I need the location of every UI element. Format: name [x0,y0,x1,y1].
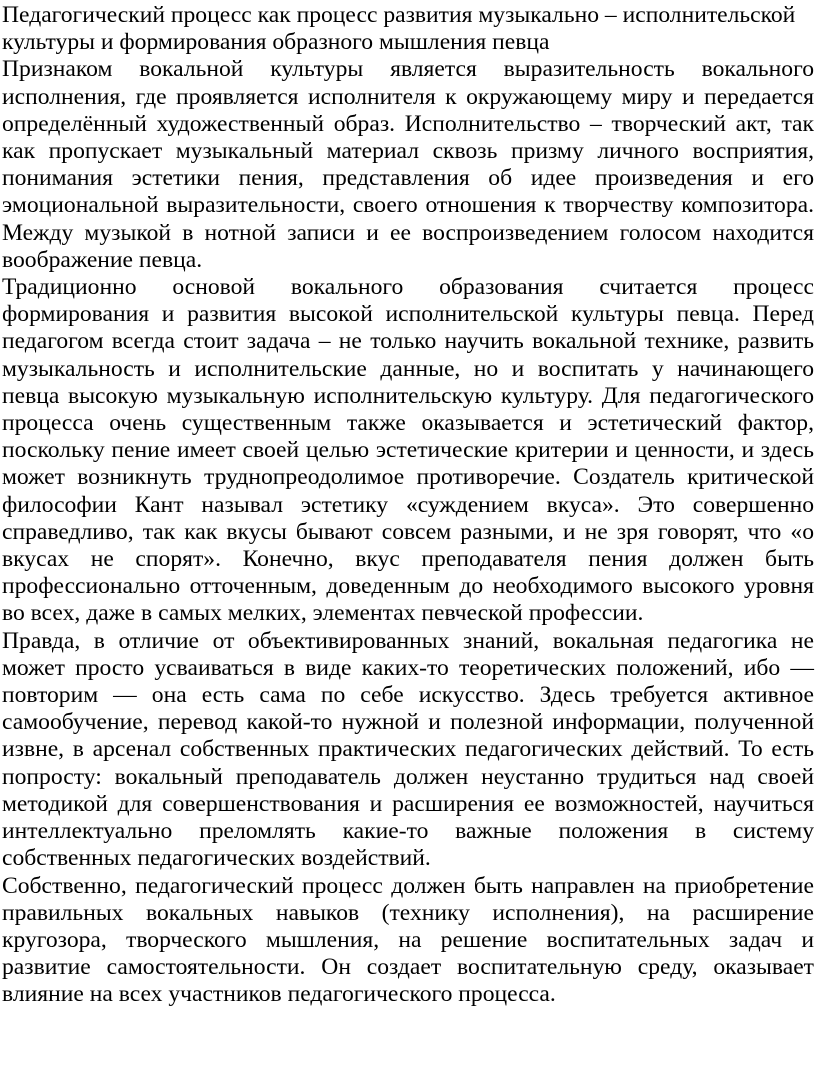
document-title: Педагогический процесс как процесс развития музыкально – исполнительской культуры и формирования образного мышления певца [2,2,796,56]
paragraph-vocal-culture: Признаком вокальной культуры является выразительность вокального исполнения, где проявляется исполнителя к окружающему миру и передается определённый художественный образ. Исполнительство – творческий акт, так как пропускает музыкальный материал сквозь призму личного восприятия, понимания эстетики пения, представления об идее произведения и его эмоциональной выразительности, своего отношения к творчеству композитора. Между музыкой в нотной записи и ее воспроизведением голосом находится воображение певца. [2,56,814,273]
paragraph-pedagogical-process: Собственно, педагогический процесс должен быть направлен на приобретение правильных вокальных навыков (технику исполнения), на расширение кругозора, творческого мышления, на решение воспитательных задач и развитие самостоятельности. Он создает воспитательную среду, оказывает влияние на всех участников педагогического процесса. [2,872,814,1008]
paragraph-vocal-pedagogy: Правда, в отличие от объективированных знаний, вокальная педагогика не может просто усваиваться в виде каких-то теоретических положений, ибо — повторим — она есть сама по себе искусство. Здесь требуется активное самообучение, перевод какой-то нужной и полезной информации, полученной извне, в арсенал собственных практических педагогических действий. То есть попросту: вокальный преподаватель должен неустанно трудиться над своей методикой для совершенствования и расширения ее возможностей, научиться интеллектуально преломлять какие-то важные положения в систему собственных педагогических воздействий. [2,627,814,872]
paragraph-vocal-education: Традиционно основой вокального образования считается процесс формирования и развития высокой исполнительской культуры певца. Перед педагогом всегда стоит задача – не только научить вокальной технике, развить музыкальность и исполнительские данные, но и воспитать у начинающего певца высокую музыкальную исполнительскую культуру. Для педагогического процесса очень существенным также оказывается и эстетический фактор, поскольку пение имеет своей целью эстетические критерии и ценности, и здесь может возникнуть труднопреодолимое противоречие. Создатель критической философии Кант называл эстетику «суждением вкуса». Это совершенно справедливо, так как вкусы бывают совсем разными, и не зря говорят, что «о вкусах не спорят». Конечно, вкус преподавателя пения должен быть профессионально отточенным, доведенным до необходимого высокого уровня во всех, даже в самых мелких, элементах певческой профессии. [2,274,814,627]
